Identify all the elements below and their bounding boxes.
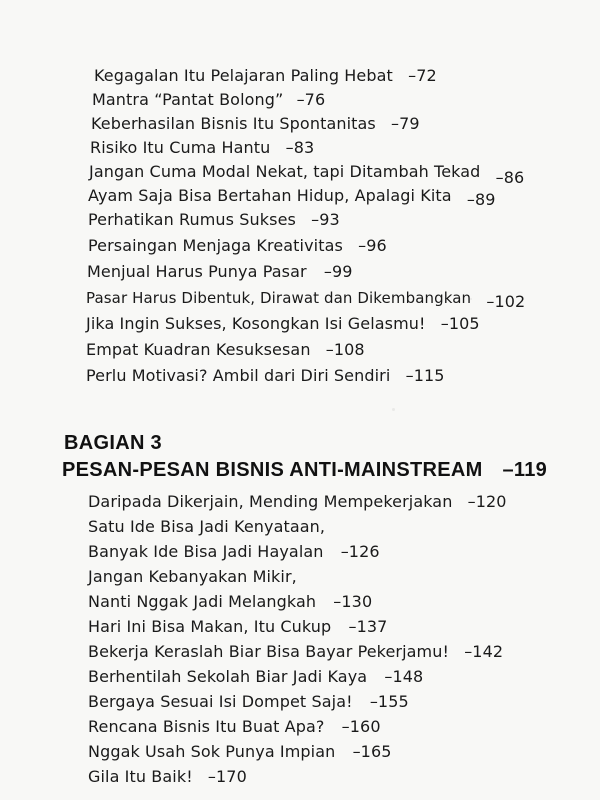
toc-entry-title: Mantra “Pantat Bolong”: [92, 90, 284, 109]
toc-entry-title: Nggak Usah Sok Punya Impian: [88, 742, 336, 761]
toc-entry: [86, 314, 480, 334]
toc-entry: [88, 186, 496, 209]
toc-entry-page: –72: [408, 66, 437, 85]
part-title-page: –119: [502, 459, 548, 481]
toc-entry: [88, 717, 381, 737]
toc-entry-title: Bekerja Keraslah Biar Bisa Bayar Pekerjamu!: [88, 642, 449, 661]
toc-entry-page: –137: [348, 617, 388, 636]
toc-entry-page: –99: [323, 262, 353, 281]
toc-entry: [89, 162, 525, 187]
toc-entry: [88, 517, 325, 537]
toc-entry-title: Perlu Motivasi? Ambil dari Diri Sendiri: [86, 366, 391, 385]
toc-entry: [87, 262, 353, 282]
toc-entry: [88, 567, 297, 587]
toc-entry: [88, 542, 380, 562]
toc-entry: [88, 617, 387, 637]
toc-entry-title: Perhatikan Rumus Sukses: [88, 210, 296, 229]
toc-entry-page: –108: [325, 340, 365, 359]
toc-entry-title: Kegagalan Itu Pelajaran Paling Hebat: [94, 66, 393, 85]
toc-entry: [88, 592, 372, 612]
toc-entry-title: Bergaya Sesuai Isi Dompet Saja!: [88, 692, 353, 711]
toc-entry-page: –170: [207, 767, 247, 786]
toc-entry: [91, 114, 420, 134]
toc-entry-title: Jangan Kebanyakan Mikir,: [88, 567, 297, 586]
toc-entry-title: Empat Kuadran Kesuksesan: [86, 340, 311, 359]
toc-entry-title: Satu Ide Bisa Jadi Kenyataan,: [88, 517, 326, 536]
smudge-mark: [470, 298, 472, 300]
toc-entry-title: Hari Ini Bisa Makan, Itu Cukup: [88, 617, 332, 636]
toc-entry: [88, 492, 507, 512]
toc-entry-page: –105: [440, 314, 480, 333]
toc-entry: [86, 366, 445, 386]
toc-entry: [92, 90, 325, 110]
toc-entry-title: Jika Ingin Sukses, Kosongkan Isi Gelasmu!: [86, 314, 426, 333]
toc-entry: [88, 642, 503, 662]
toc-entry-page: –155: [369, 692, 409, 711]
toc-entry-title: Ayam Saja Bisa Bertahan Hidup, Apalagi Kita: [88, 186, 452, 205]
toc-entry: [88, 692, 409, 712]
toc-entry-title: Pasar Harus Dibentuk, Dirawat dan Dikembangkan: [86, 289, 472, 307]
smudge-mark: [392, 408, 395, 411]
part-label: BAGIAN 3: [64, 432, 162, 454]
toc-entry-title: Persaingan Menjaga Kreativitas: [88, 236, 343, 255]
toc-entry-page: –102: [486, 292, 526, 311]
toc-entry-page: –165: [352, 742, 392, 761]
toc-entry-title: Menjual Harus Punya Pasar: [87, 262, 307, 281]
toc-entry-title: Nanti Nggak Jadi Melangkah: [88, 592, 317, 611]
toc-entry-page: –86: [495, 168, 525, 187]
toc-entry-page: –115: [405, 366, 445, 385]
toc-entry-page: –79: [391, 114, 420, 133]
toc-entry-page: –89: [466, 190, 496, 209]
toc-entry-title: Jangan Cuma Modal Nekat, tapi Ditambah Tekad: [89, 162, 481, 181]
toc-entry: [88, 742, 392, 762]
toc-entry-page: –96: [358, 236, 387, 255]
toc-entry-title: Keberhasilan Bisnis Itu Spontanitas: [91, 114, 376, 133]
toc-entry: [88, 667, 423, 687]
toc-entry-page: –83: [285, 138, 315, 157]
toc-entry: [86, 340, 365, 360]
part-title: [62, 459, 547, 481]
toc-entry-page: –76: [296, 90, 326, 109]
toc-entry-title: Banyak Ide Bisa Jadi Hayalan: [88, 542, 324, 561]
toc-entry-page: –130: [333, 592, 373, 611]
part-title-text: PESAN-PESAN BISNIS ANTI-MAINSTREAM: [62, 459, 483, 481]
toc-entry-title: Rencana Bisnis Itu Buat Apa?: [88, 717, 325, 736]
toc-entry-page: –142: [464, 642, 504, 661]
toc-entry-title: Gila Itu Baik!: [88, 767, 193, 786]
toc-entry-title: Daripada Dikerjain, Mending Mempekerjakan: [88, 492, 453, 511]
toc-entry-title: Berhentilah Sekolah Biar Jadi Kaya: [88, 667, 368, 686]
toc-entry: [94, 66, 437, 86]
toc-entry-page: –126: [340, 542, 380, 561]
toc-entry-page: –148: [384, 667, 424, 686]
toc-entry-page: –120: [467, 492, 507, 511]
toc-entry: [88, 236, 387, 256]
toc-entry: [88, 767, 247, 787]
toc-entry: [86, 288, 526, 311]
toc-entry: [90, 138, 314, 158]
toc-entry-page: –160: [341, 717, 381, 736]
toc-entry: [88, 210, 340, 230]
toc-entry-title: Risiko Itu Cuma Hantu: [90, 138, 271, 157]
toc-entry-page: –93: [311, 210, 340, 229]
